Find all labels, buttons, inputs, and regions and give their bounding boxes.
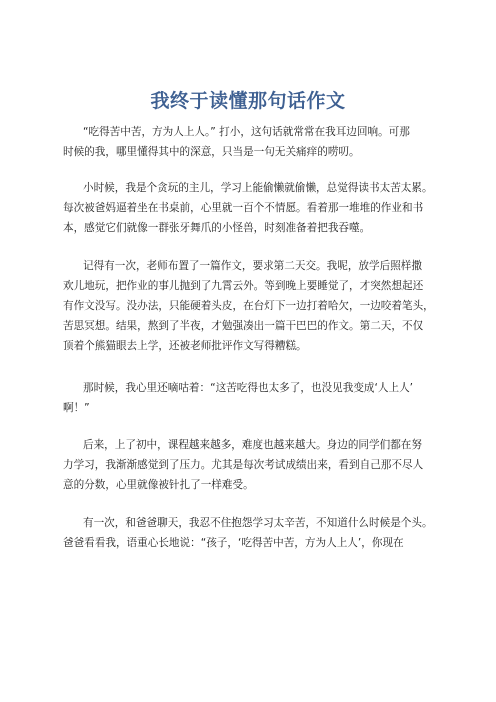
paragraph-3 bbox=[63, 256, 443, 356]
text-line: 那时候，我心里还嘀咕着：“这苦吃得也太多了，也没见我变成‘人上人’ bbox=[83, 382, 414, 394]
text-line: 苦思冥想。结果，熬到了半夜，才勉强凑出一篇干巴巴的作文。第二天，不仅 bbox=[63, 320, 424, 332]
paragraph-1 bbox=[63, 122, 443, 162]
text-line: “吃得苦中苦，方为人上人。” 打小，这句话就常常在我耳边回响。可那 bbox=[83, 126, 410, 138]
text-line: 爸爸看看我，语重心长地说：“孩子，‘吃得苦中苦，方为人上人’，你现在 bbox=[63, 537, 404, 549]
text-line: 记得有一次，老师布置了一篇作文，要求第二天交。我呢，放学后照样撒 bbox=[83, 260, 422, 272]
text-line: 有一次，和爸爸聊天，我忍不住抱怨学习太辛苦，不知道什么时候是个头。 bbox=[83, 517, 433, 529]
paragraph-6 bbox=[63, 513, 443, 553]
paragraph-5 bbox=[63, 435, 443, 495]
text-line: 每次被爸妈逼着坐在书桌前，心里就一百个不情愿。看着那一堆堆的作业和书 bbox=[63, 202, 424, 214]
text-line: 后来，上了初中，课程越来越多，难度也越来越大。身边的同学们都在努 bbox=[83, 439, 422, 451]
document-title: 我终于读懂那句话作文 bbox=[150, 90, 346, 112]
text-line: 时候的我，哪里懂得其中的深意，只当是一句无关痛痒的唠叨。 bbox=[63, 146, 360, 158]
text-line: 啊！” bbox=[63, 402, 90, 414]
paragraph-2 bbox=[63, 178, 443, 238]
text-line: 小时候，我是个贪玩的主儿，学习上能偷懒就偷懒，总觉得读书太苦太累。 bbox=[83, 182, 433, 194]
text-line: 有作文没写。没办法，只能硬着头皮，在台灯下一边打着哈欠，一边咬着笔头， bbox=[63, 300, 434, 312]
text-line: 本，感觉它们就像一群张牙舞爪的小怪兽，时刻准备着把我吞噬。 bbox=[63, 222, 371, 234]
text-line: 顶着个熊猫眼去上学，还被老师批评作文写得糟糕。 bbox=[63, 340, 307, 352]
paragraph-4 bbox=[63, 378, 443, 418]
text-line: 力学习，我渐渐感觉到了压力。尤其是每次考试成绩出来，看到自己那不尽人 bbox=[63, 459, 424, 471]
text-line: 欢儿地玩，把作业的事儿抛到了九霄云外。等到晚上要睡觉了，才突然想起还 bbox=[63, 280, 424, 292]
text-line: 意的分数，心里就像被针扎了一样难受。 bbox=[63, 479, 254, 491]
